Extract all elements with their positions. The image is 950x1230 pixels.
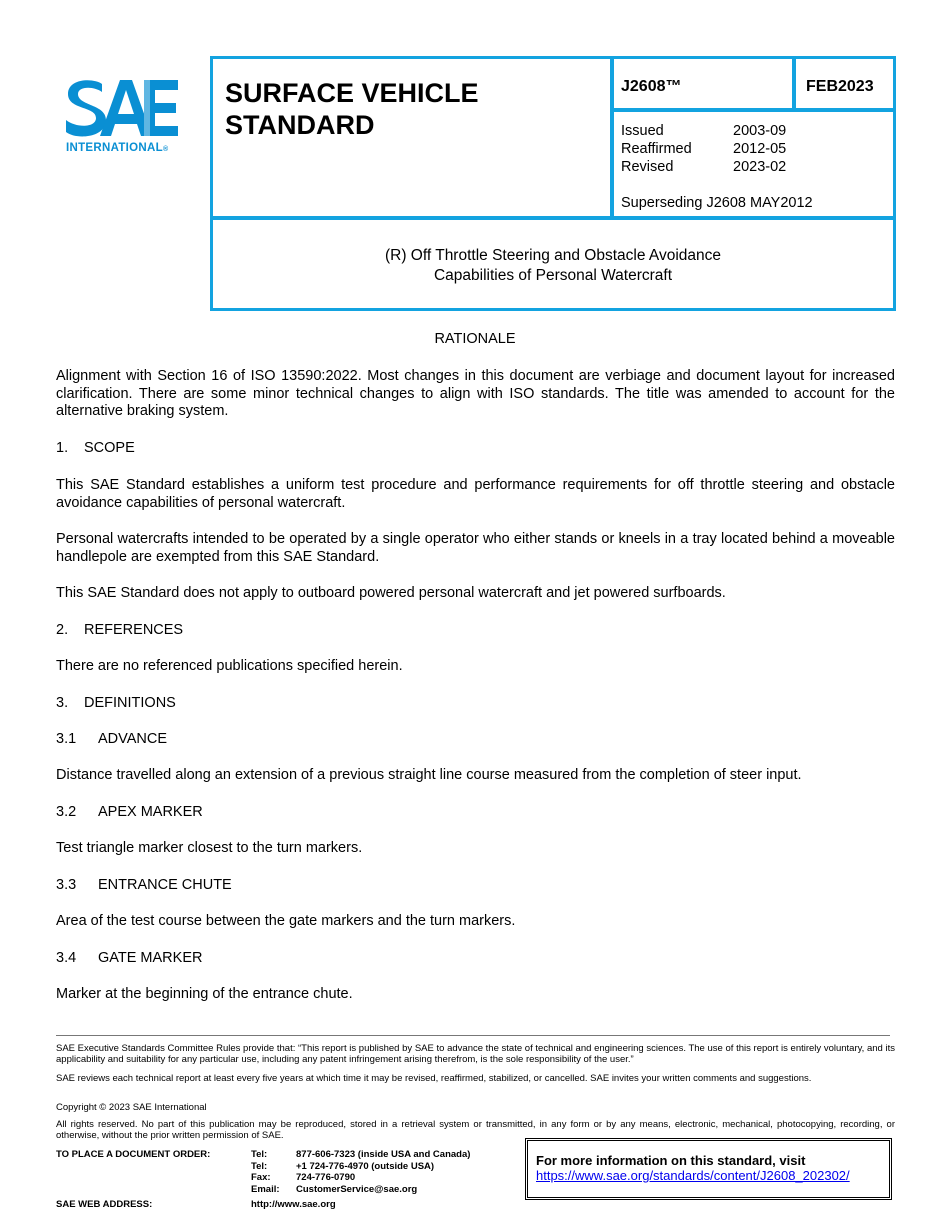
contact-row: Tel: 877-606-7323 (inside USA and Canada) [251,1149,471,1160]
definition-heading: 3.3 ENTRANCE CHUTE [56,877,232,893]
contact-row: Fax: 724-776-0790 [251,1172,356,1183]
doc-date-box [792,56,896,112]
order-contacts [251,1149,470,1195]
scope-paragraph-2: Personal watercrafts intended to be operated by a single operator who either stands or kneels in a tray located behind a moveable handlepole are exempted from this SAE Standard. [56,531,895,565]
doc-number: J2608™ [621,78,682,95]
subject-box [210,216,896,311]
rationale-heading: RATIONALE [434,331,516,347]
more-info-box [525,1138,892,1200]
scope-paragraph-3: This SAE Standard does not apply to outboard powered personal watercraft and jet powered surfboards. [56,585,726,601]
doc-date: FEB2023 [806,78,874,95]
web-address-label: SAE WEB ADDRESS: [56,1199,153,1210]
contact-row: Tel: +1 724-776-4970 (outside USA) [251,1160,435,1172]
order-label: TO PLACE A DOCUMENT ORDER: [56,1149,211,1160]
footer-rules-text: SAE Executive Standards Committee Rules provide that: “This report is published by SAE to advance the state of technical and engineering sciences. The use of this report is entirely voluntary, and its applicability and suitability for any particular use, including any patent infringement arising therefrom, is the sole responsibility of the user.” [56,1043,895,1065]
contact-row-email[interactable]: Email: CustomerService@sae.org [251,1183,418,1195]
section-3-heading: 3. DEFINITIONS [56,695,176,711]
definition-heading: 3.4 GATE MARKER [56,950,203,966]
section-2-heading: 2. REFERENCES [56,622,184,638]
standard-info-link[interactable]: https://www.sae.org/standards/content/J2608_202302/ [536,1168,850,1183]
footer-review-text: SAE reviews each technical report at least every five years at which time it may be revised, reaffirmed, stabilized, or cancelled. SAE invites your written comments and suggestions. [56,1073,812,1084]
definition-text: Marker at the beginning of the entrance chute. [56,986,353,1002]
date-row-issued: Issued 2003-09 [621,123,787,139]
definition-text: Distance travelled along an extension of a previous straight line course measured from the completion of steer input. [56,767,802,783]
section-1-heading: 1. SCOPE [56,440,135,456]
footer-divider [56,1035,890,1036]
definition-heading: 3.2 APEX MARKER [56,804,203,820]
date-row-reaffirmed: Reaffirmed 2012-05 [621,141,787,157]
standard-type-title: SURFACE VEHICLE STANDARD [225,78,479,140]
definition-text: Test triangle marker closest to the turn markers. [56,840,363,856]
sae-logo [64,78,188,158]
rationale-text: Alignment with Section 16 of ISO 13590:2022. Most changes in this document are verbiage and document layout for increased clarification. There are some minor technical changes to align with ISO standards. The title was amended to account for the alternative braking system. [56,368,895,419]
sae-logo-mark-icon [64,78,188,140]
document-subject: (R) Off Throttle Steering and Obstacle Avoidance Capabilities of Personal Watercraft [384,247,722,284]
web-address-link[interactable]: http://www.sae.org [251,1199,336,1210]
definition-text: Area of the test course between the gate markers and the turn markers. [56,913,516,929]
footer-rights-text: All rights reserved. No part of this publication may be reproduced, stored in a retrieval system or transmitted, in any form or by any means, electronic, mechanical, photocopying, recording, or otherwise, without the prior written permission of SAE. [56,1119,895,1141]
dates-box [610,108,896,220]
references-paragraph: There are no referenced publications specified herein. [56,658,403,674]
scope-paragraph-1: This SAE Standard establishes a uniform test procedure and performance requirements for off throttle steering and obstacle avoidance capabilities of personal watercraft. [56,477,895,511]
doc-number-box [610,56,796,112]
date-row-revised: Revised 2023-02 [621,159,787,175]
logo-international-text: INTERNATIONAL® [66,142,169,154]
standard-type-box [210,56,614,220]
more-info-title: For more information on this standard, visit [536,1153,806,1168]
superseding-text: Superseding J2608 MAY2012 [621,195,813,211]
footer-copyright: Copyright © 2023 SAE International [56,1102,207,1113]
definition-heading: 3.1 ADVANCE [56,731,168,747]
